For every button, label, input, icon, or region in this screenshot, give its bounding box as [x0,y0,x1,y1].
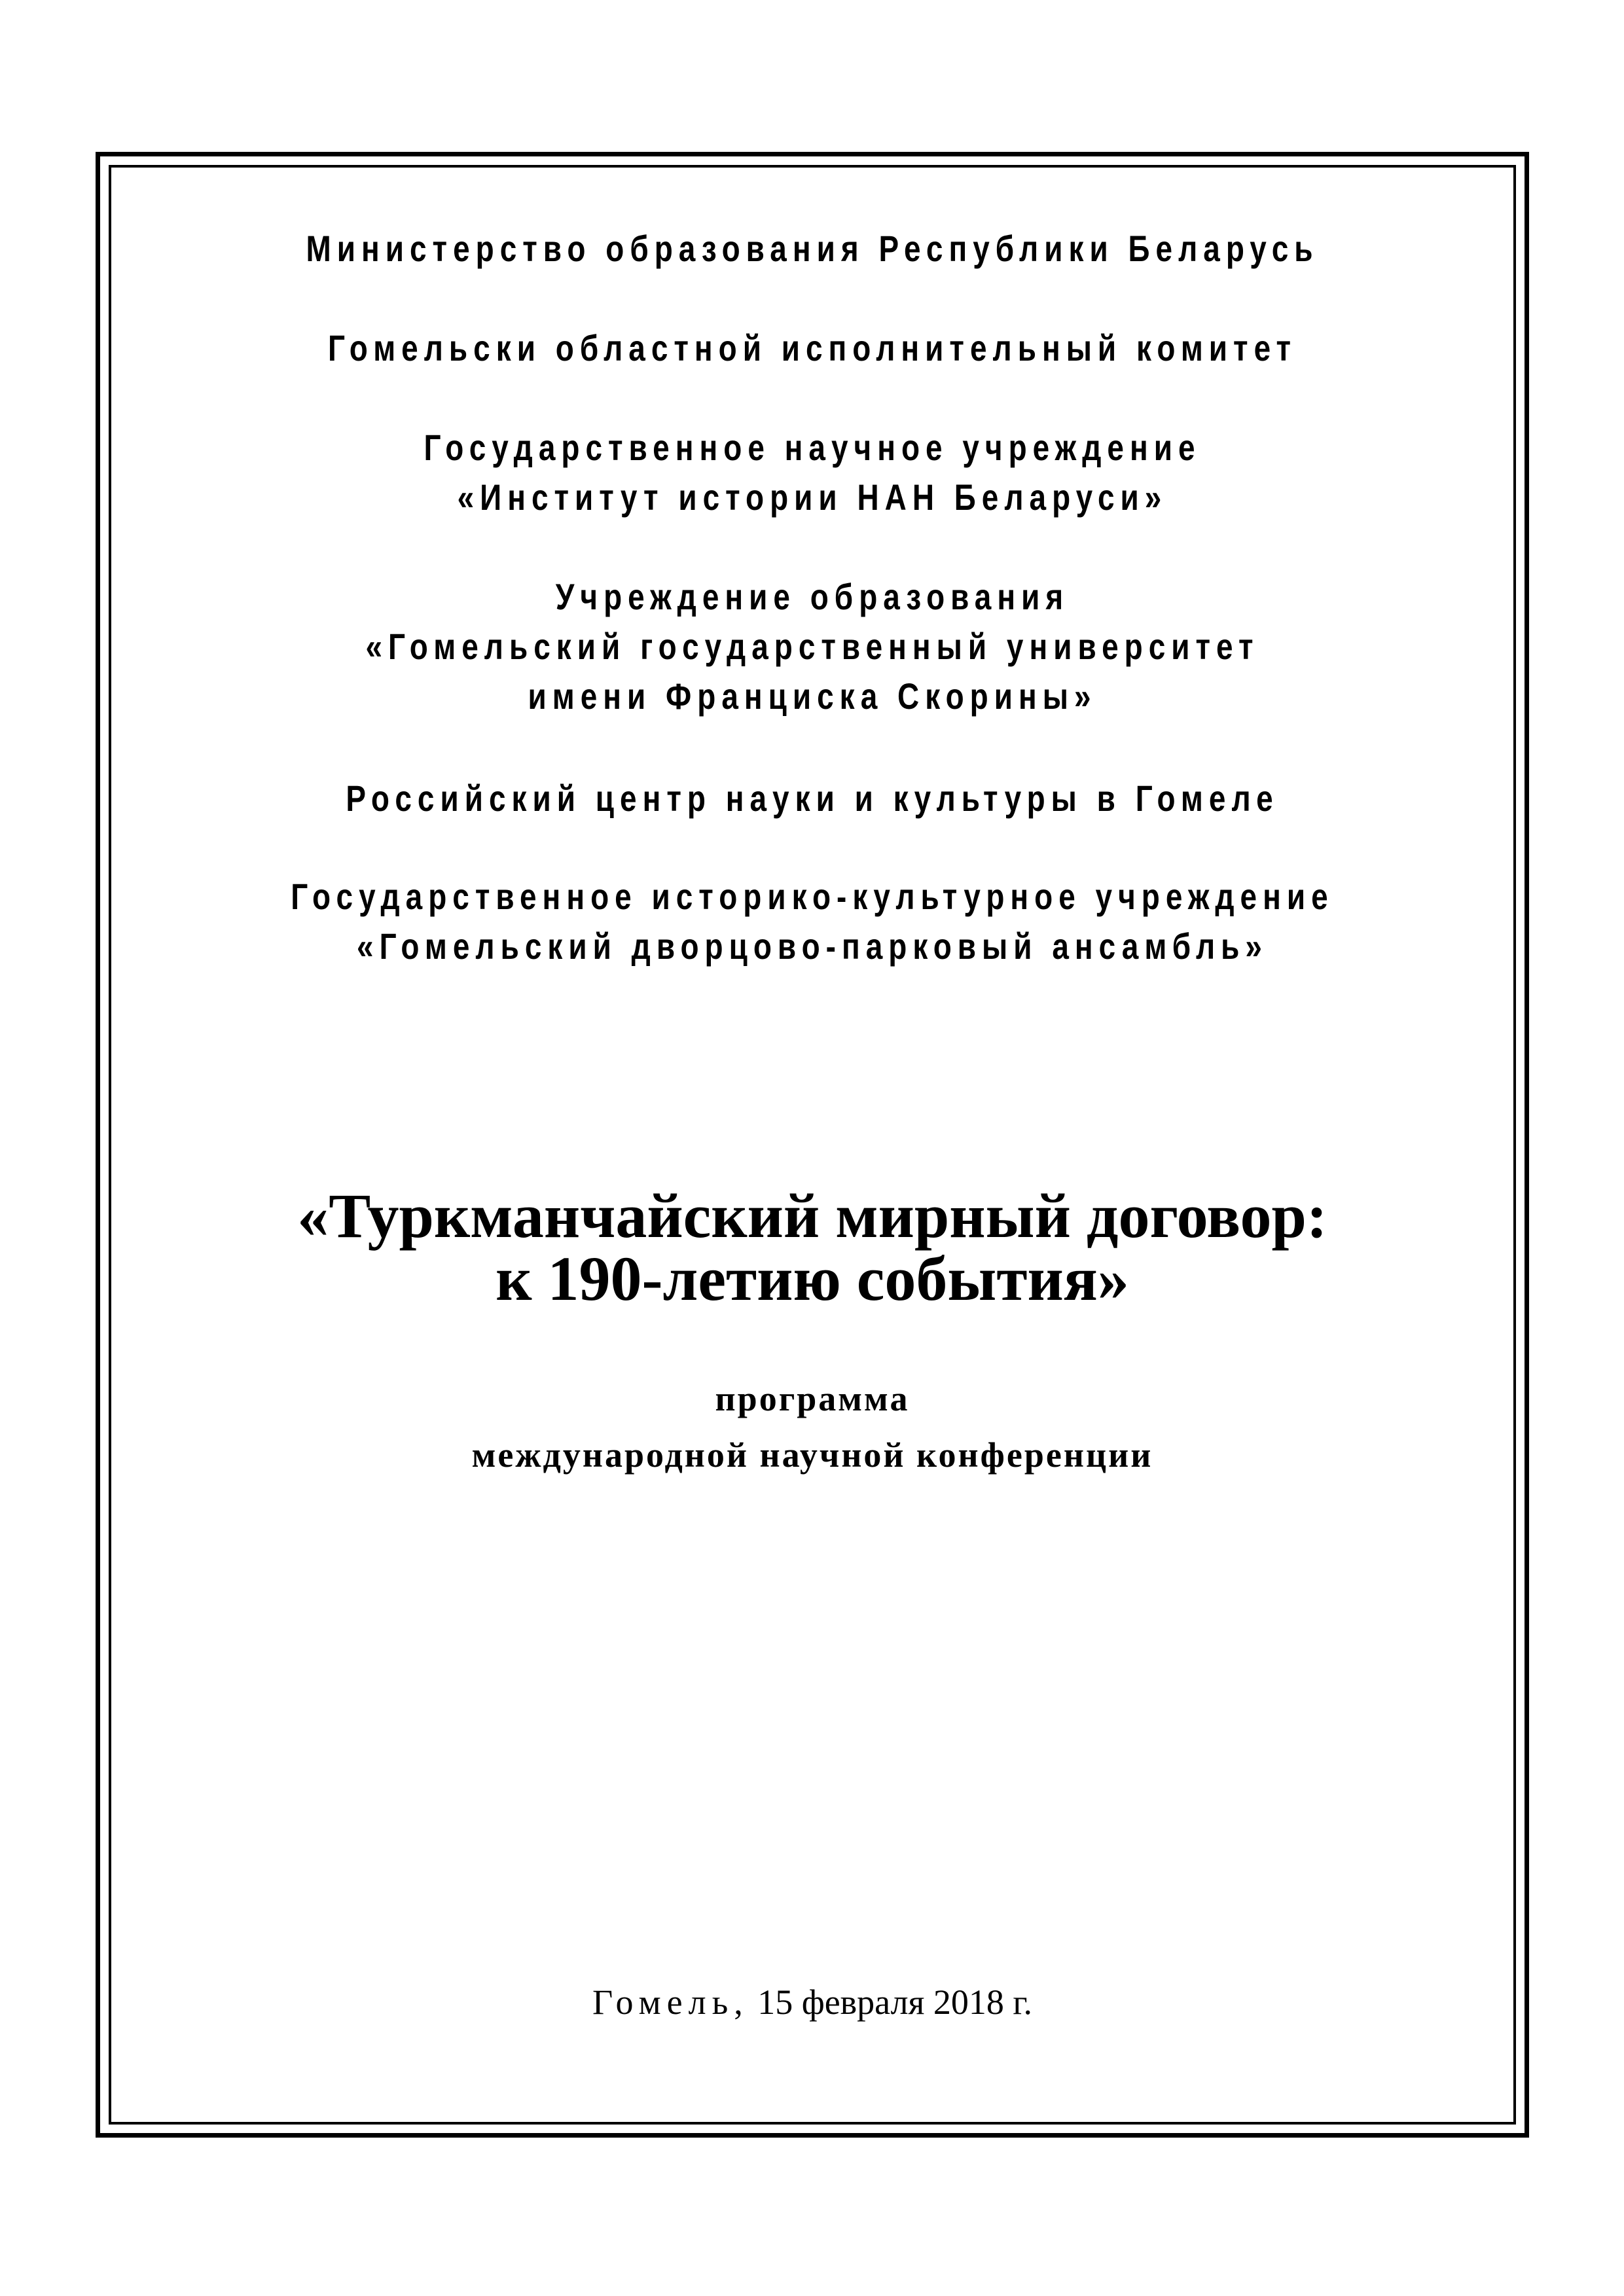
subtitle-conference: международной научной конференции [471,1435,1153,1475]
footer-city: Гомель, [592,1982,749,2022]
document-title-line-2: к 190-летию события» [496,1244,1129,1314]
organizer-palace-type: Государственное историко-культурное учреждение [291,876,1334,917]
organizer-russian-center: Российский центр науки и культуры в Гомеле [346,778,1279,819]
organizer-ministry: Министерство образования Республики Беларусь [306,228,1319,269]
organizer-oblast-committee: Гомельски областной исполнительный комитет [327,327,1297,368]
organizer-institute-history-type: Государственное научное учреждение [424,427,1201,468]
footer-place-date [109,1982,1516,2022]
organizer-institute-history-name: «Институт истории НАН Беларуси» [457,476,1168,518]
subtitle-program: программа [715,1379,910,1418]
organizer-university-name-cont: имени Франциска Скорины» [528,675,1097,717]
organizer-university-type: Учреждение образования [555,576,1070,617]
organizer-palace-name: «Гомельский дворцово-парковый ансамбль» [357,925,1268,967]
footer-date: 15 февраля 2018 г. [757,1982,1032,2022]
organizer-university-name: «Гомельский государственный университет [365,626,1259,667]
document-title-line-1: «Туркманчайский мирный договор: [297,1181,1327,1251]
